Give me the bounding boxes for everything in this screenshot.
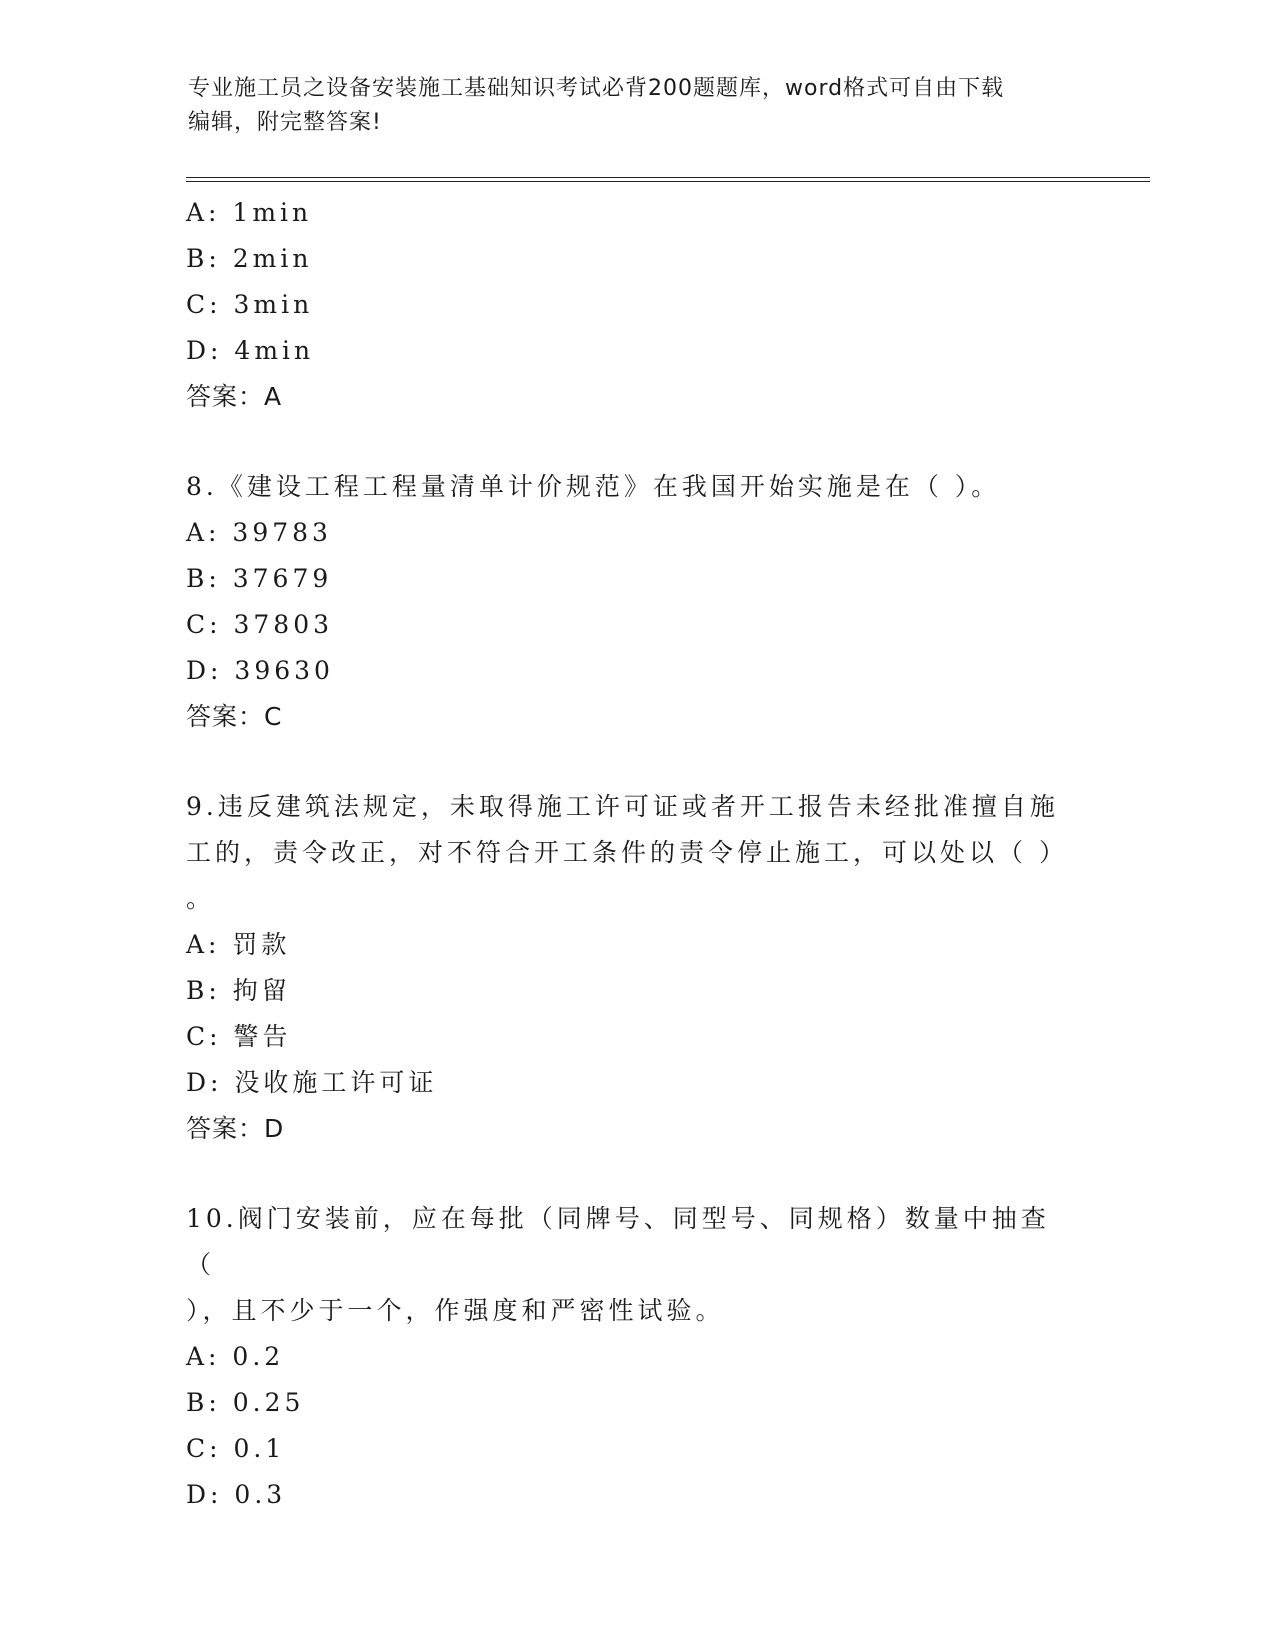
question-10	[186, 1196, 1076, 1518]
option-c: C: 警告	[186, 1022, 292, 1051]
option-b: B: 2min	[186, 244, 313, 273]
question-list	[186, 190, 1076, 1518]
option-b: B: 拘留	[186, 976, 291, 1005]
option-b: B: 0.25	[186, 1388, 305, 1417]
option-d: D: 0.3	[186, 1480, 287, 1509]
option-a: A: 罚款	[186, 930, 291, 959]
question-text-line-2: ），且不少于一个，作强度和严密性试验。	[186, 1296, 725, 1325]
question-9	[186, 784, 1076, 1152]
option-b: B: 37679	[186, 564, 333, 593]
option-d: D: 没收施工许可证	[186, 1068, 438, 1097]
option-a: A: 39783	[186, 518, 332, 547]
header-title-line-1: 专业施工员之设备安装施工基础知识考试必背200题题库，word格式可自由下载	[188, 76, 1005, 101]
option-d: D: 39630	[186, 656, 334, 685]
answer-line: 答案：D	[186, 1114, 285, 1143]
option-c: C: 3min	[186, 290, 314, 319]
question-text-line-1: 10.阀门安装前，应在每批（同牌号、同型号、同规格）数量中抽查（	[186, 1204, 1050, 1279]
option-a: A: 1min	[186, 198, 313, 227]
header-title-line-2: 编辑，附完整答案!	[188, 110, 382, 135]
question-8	[186, 464, 1076, 740]
option-d: D: 4min	[186, 336, 315, 365]
answer-line: 答案：A	[186, 382, 283, 411]
header-double-rule	[186, 177, 1150, 182]
question-7	[186, 190, 1076, 420]
question-text-line-1: 9.违反建筑法规定，未取得施工许可证或者开工报告未经批准擅自施	[186, 792, 1059, 821]
answer-line: 答案：C	[186, 702, 283, 731]
option-c: C: 0.1	[186, 1434, 286, 1463]
question-text-line-2: 工的，责令改正，对不符合开工条件的责令停止施工，可以处以（ ）	[186, 838, 1068, 867]
question-text-line-3: 。	[186, 884, 216, 913]
question-text: 8.《建设工程工程量清单计价规范》在我国开始实施是在（ ）。	[186, 472, 1001, 501]
document-header	[188, 72, 1088, 140]
option-c: C: 37803	[186, 610, 334, 639]
option-a: A: 0.2	[186, 1342, 285, 1371]
